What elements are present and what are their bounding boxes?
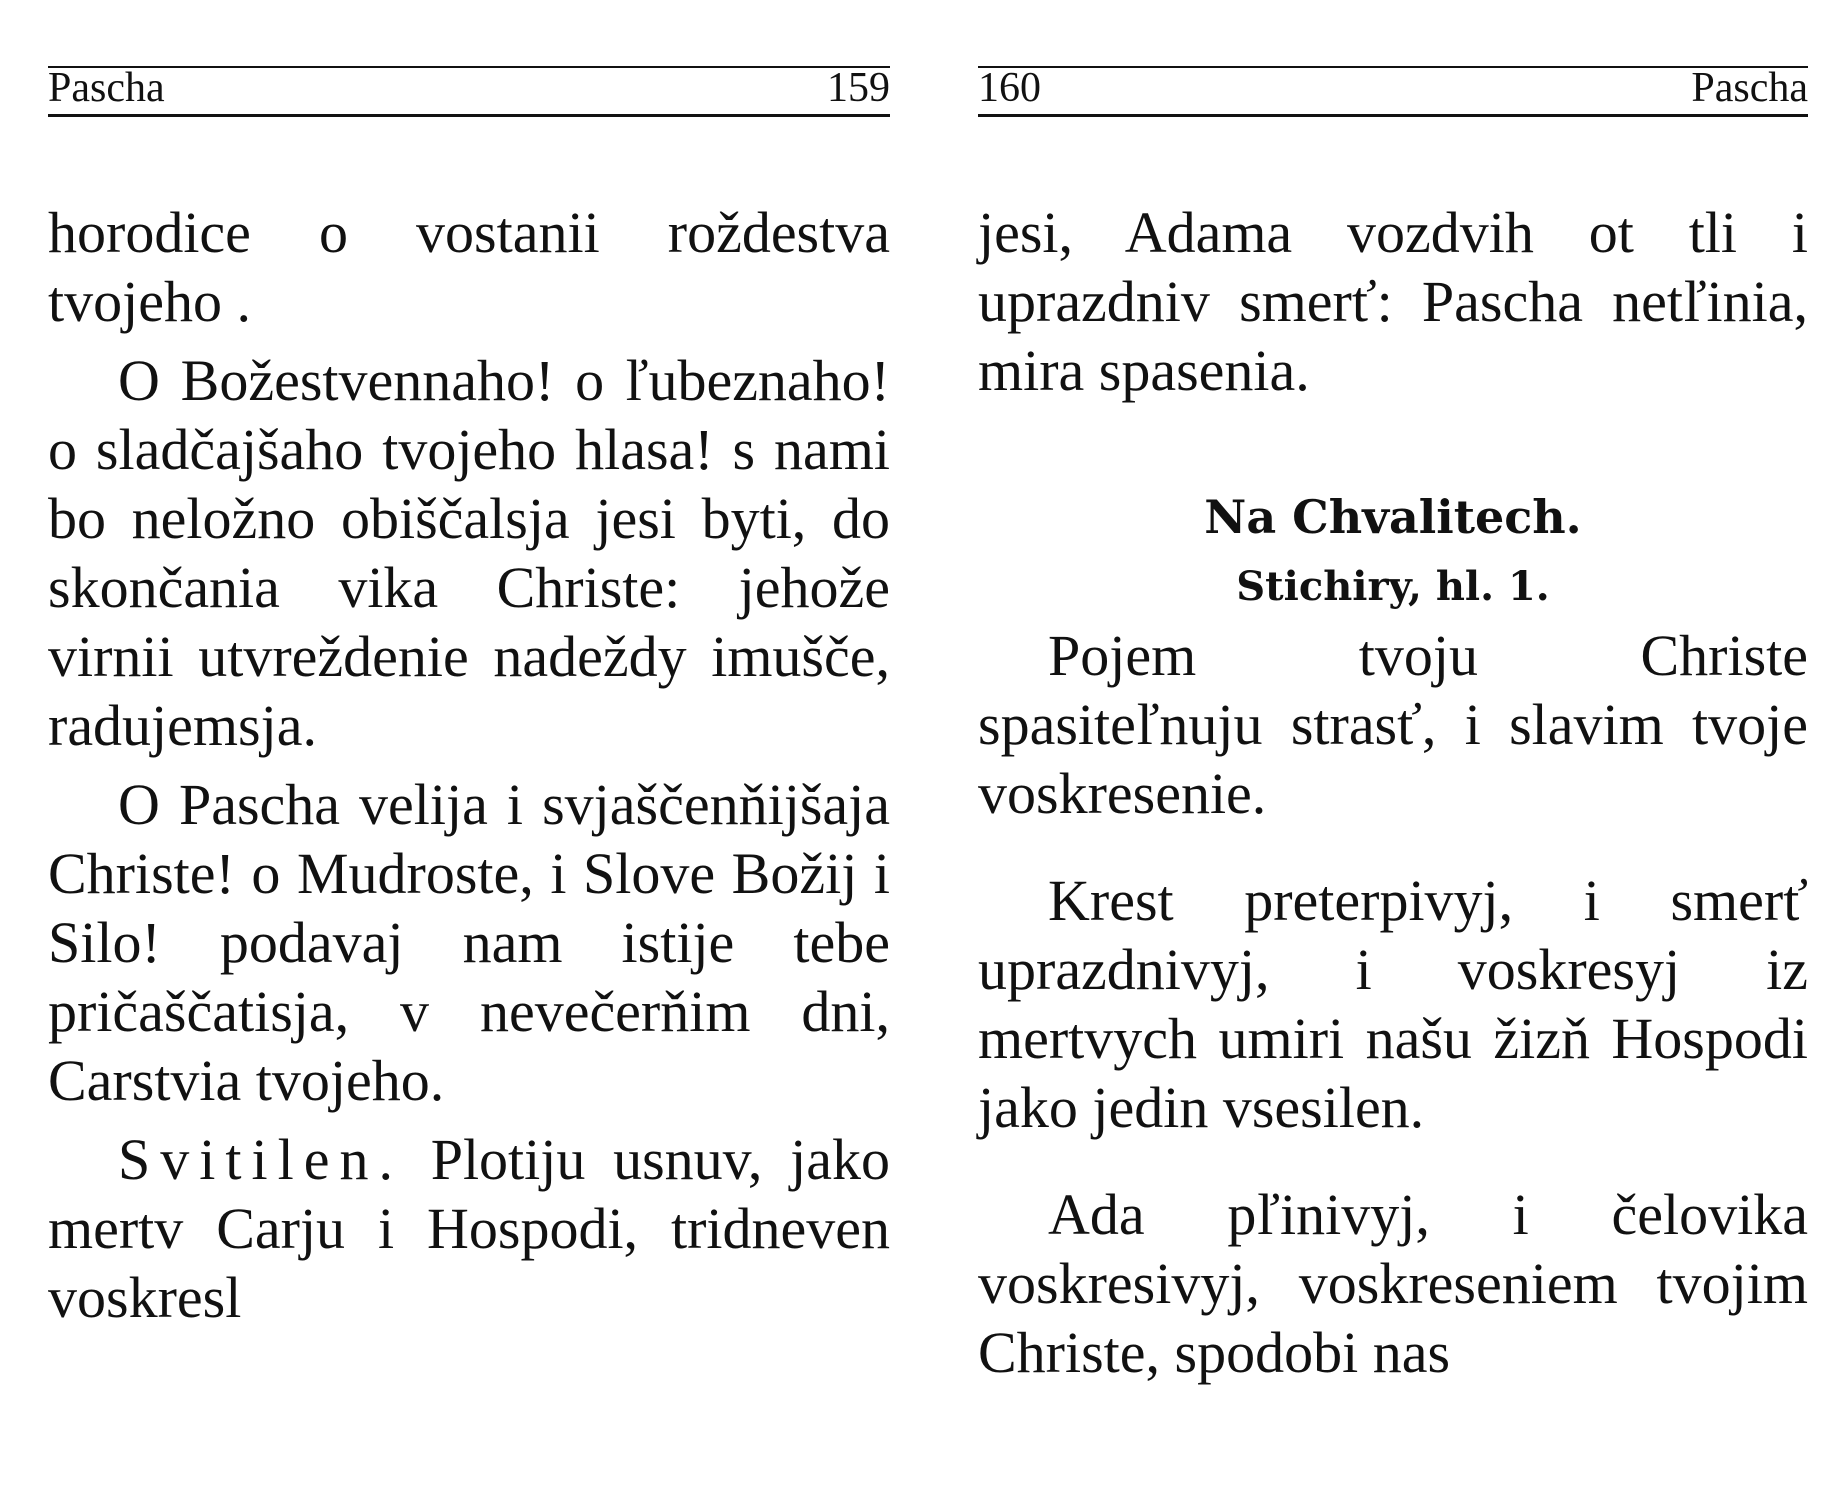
- right-running-head: [978, 62, 1808, 117]
- left-paragraph-3: O Pascha velija i svjaščenňijšaja Christe! o Mudroste, i Slove Božij i Silo! podavaj nam istije tebe pričaščatisja, v nevečerňim dni, Carstvia tvojeho.: [48, 772, 890, 1113]
- right-text-body: [978, 198, 1808, 1387]
- left-paragraph-2: O Božestvennaho! o ľubeznaho! o sladčajšaho tvojeho hlasa! s nami bo neložno obiščalsja jesi byti, do skončania vika Christe: jehože virnii utvreždenie nadeždy imušče, radujemsja.: [48, 348, 890, 758]
- section-heading: Na Chvalitech.: [1204, 490, 1582, 544]
- left-paragraph-4-text: Plotiju usnuv, jako mertv Carju i Hospodi, tridneven voskresl: [48, 1127, 890, 1330]
- left-paragraph-4: [48, 1125, 890, 1332]
- right-paragraph-1: jesi, Adama vozdvih ot tli i uprazdniv smerť: Pascha netľinia, mira spasenia.: [978, 200, 1808, 403]
- left-running-head: [48, 62, 890, 117]
- right-paragraph-3: Krest preterpivyj, i smerť uprazdnivyj, i voskresyj iz mertvych umiri našu žizň Hospodi jako jedin vsesilen.: [978, 868, 1808, 1140]
- left-page: [48, 0, 890, 1500]
- right-running-title: Pascha: [1691, 65, 1808, 111]
- left-text-body: [48, 198, 890, 1332]
- left-paragraph-1: horodice o vostanii roždestva tvojeho .: [48, 200, 890, 334]
- right-page-number: 160: [978, 65, 1041, 111]
- right-paragraph-4: Ada pľinivyj, i čelovika voskresivyj, voskreseniem tvojim Christe, spodobi nas: [978, 1182, 1808, 1385]
- svitilen-label: Svitilen.: [118, 1127, 403, 1192]
- section-subheading: Stichiry, hl. 1.: [1236, 563, 1550, 610]
- left-running-title: Pascha: [48, 65, 165, 111]
- right-page: [978, 0, 1808, 1500]
- right-paragraph-2: Pojem tvoju Christe spasiteľnuju strasť, i slavim tvoje voskresenie.: [978, 623, 1808, 826]
- left-page-number: 159: [827, 65, 890, 111]
